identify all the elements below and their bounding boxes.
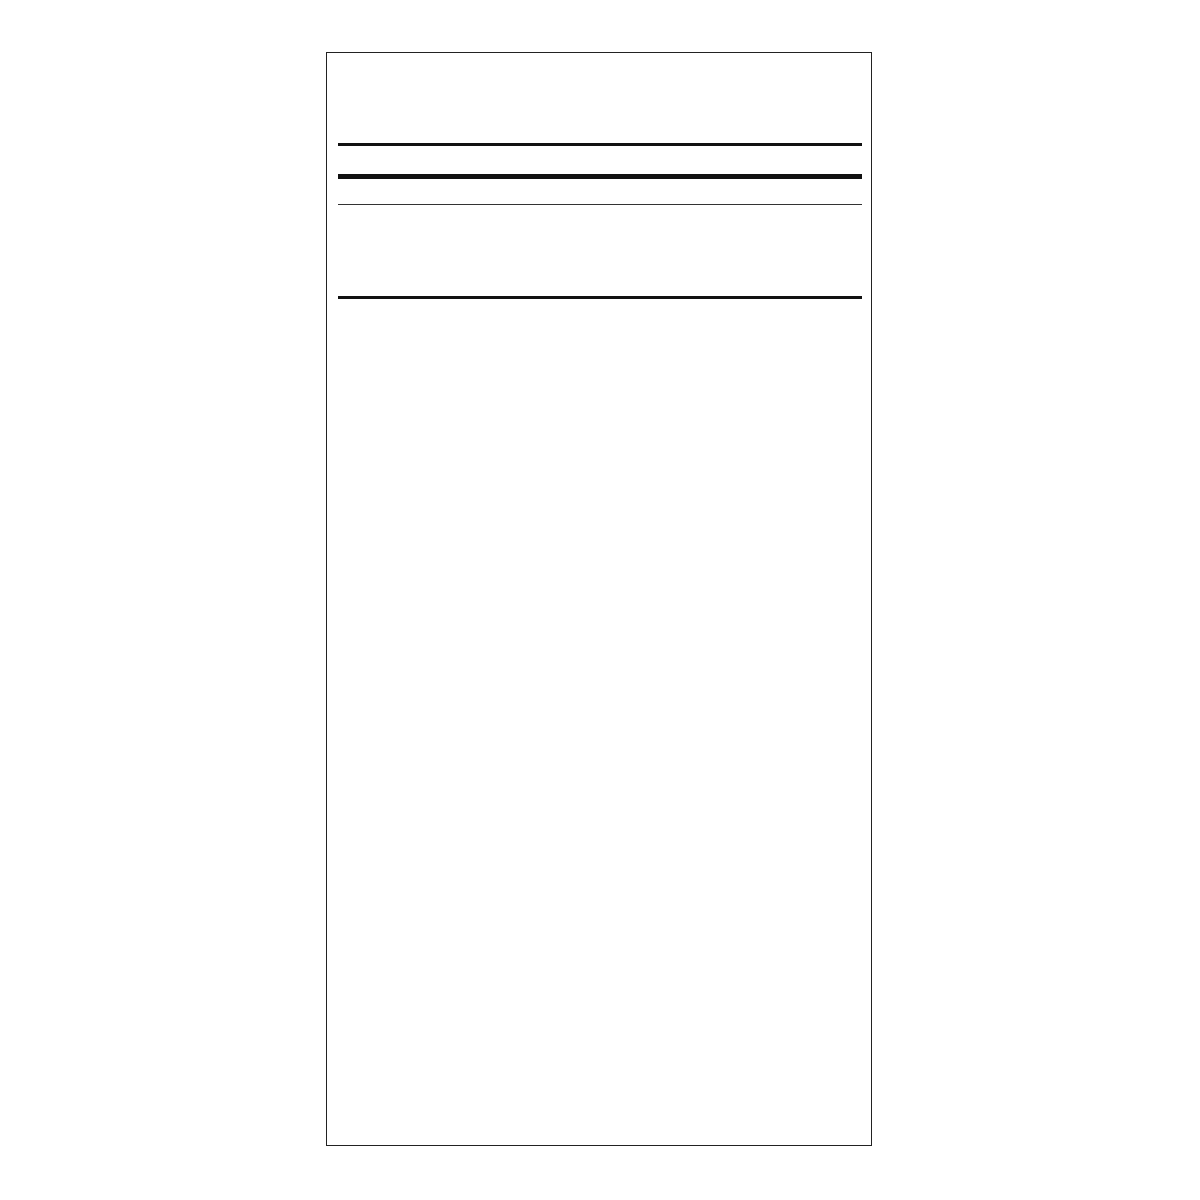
supplement-facts-panel (326, 52, 872, 1146)
facts-table (338, 143, 862, 299)
blend-row (338, 205, 862, 296)
divider (338, 296, 862, 299)
table-header (338, 146, 862, 174)
blend-title (338, 177, 862, 205)
